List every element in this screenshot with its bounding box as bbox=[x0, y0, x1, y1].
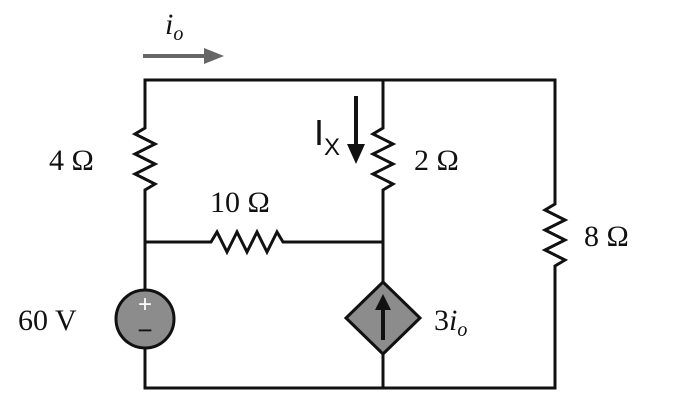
resistor-10ohm-label: 10 Ω bbox=[210, 186, 270, 219]
ix-arrow-icon bbox=[347, 96, 365, 164]
wires bbox=[145, 80, 555, 388]
resistor-4ohm bbox=[135, 122, 155, 198]
source-plus-sign: + bbox=[137, 291, 153, 318]
io-label bbox=[165, 8, 183, 45]
resistor-4ohm-label: 4 Ω bbox=[49, 144, 94, 177]
io-label-main: i bbox=[165, 8, 174, 41]
io-label-sub: o bbox=[173, 23, 184, 45]
dep-source-var: i bbox=[449, 304, 458, 337]
resistor-8ohm-label: 8 Ω bbox=[584, 220, 629, 253]
resistor-8ohm bbox=[545, 198, 565, 272]
io-arrow-icon bbox=[143, 48, 224, 64]
resistor-10ohm bbox=[205, 232, 290, 252]
dep-source-coef: 3 bbox=[434, 304, 449, 337]
source-minus-sign: − bbox=[137, 315, 153, 345]
ix-label bbox=[314, 112, 340, 161]
dep-source-label bbox=[434, 304, 467, 341]
resistor-2ohm-label: 2 Ω bbox=[414, 144, 459, 177]
resistor-2ohm bbox=[373, 122, 393, 198]
ix-label-sub: X bbox=[324, 134, 341, 161]
dep-source-sub: o bbox=[457, 319, 468, 341]
voltage-source-icon bbox=[116, 290, 174, 348]
dependent-current-source-icon bbox=[346, 282, 420, 354]
source-voltage-label: 60 V bbox=[18, 304, 77, 337]
ix-label-main: I bbox=[314, 112, 325, 153]
